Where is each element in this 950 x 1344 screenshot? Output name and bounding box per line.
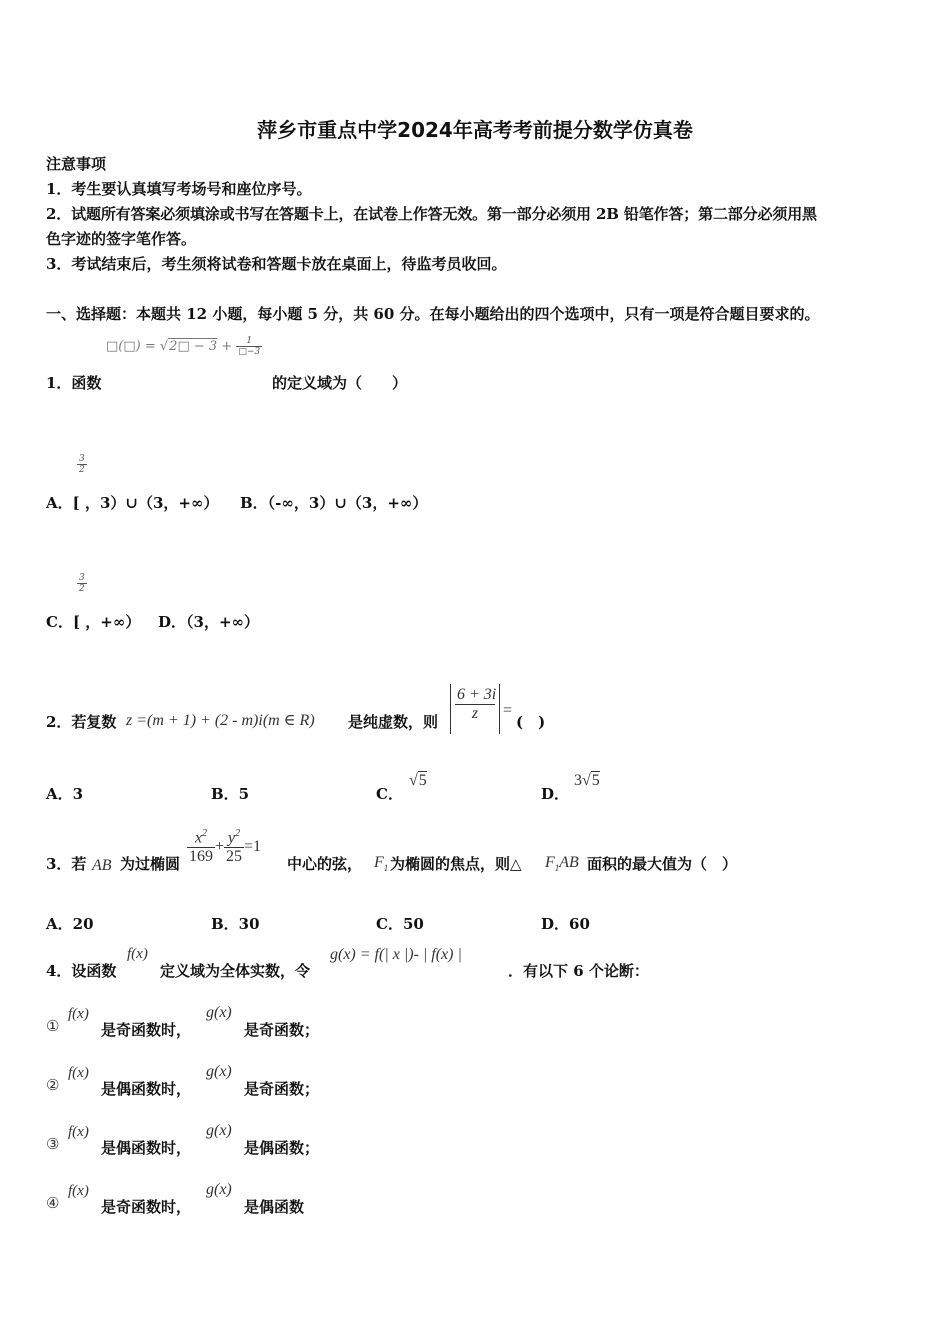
q1-frac-c: $\frac{3}{2}$ (79, 573, 85, 594)
q2-mid: 是纯虚数，则 (348, 713, 439, 731)
q4-tail: ．有以下 6 个论断： (508, 962, 649, 980)
notice-heading: 注意事项 (46, 155, 107, 173)
q2-option-d-label: D． (541, 785, 570, 803)
q3-ellipse: $\frac{x^2}{169}$ + $\frac{y^2}{25}$ =1 (189, 828, 262, 866)
q1-formula-radicand: 2□ − 3 (169, 339, 218, 354)
q4-statement-1-mark: ① (46, 1019, 60, 1035)
q4-statement-4-gx: g(x) (206, 1181, 232, 1198)
q3-ab: AB (92, 857, 112, 874)
q4-statement-2-b: 是奇函数； (244, 1080, 320, 1098)
notice-item-2-cont: 色字迹的签字笔作答。 (46, 230, 197, 248)
q4-statement-1-a: 是奇函数时， (101, 1021, 192, 1039)
q1-formula-num: 1 (236, 336, 262, 347)
q2-option-a: A．3 (46, 785, 84, 803)
q3-mid2: 中心的弦， (287, 855, 363, 873)
notice-item-1: 1．考生要认真填写考场号和座位序号。 (46, 180, 312, 198)
q4-statement-3-a: 是偶函数时， (101, 1139, 192, 1157)
notice-item-2: 2．试题所有答案必须填涂或书写在答题卡上，在试卷上作答无效。第一部分必须用 2B 铅笔作答；第二部分必须用黑 (46, 205, 817, 223)
q1-formula: □(□) = √2□ − 3 + $\frac{1}{□-3}$ (106, 336, 261, 357)
q4-statement-1-b: 是奇函数； (244, 1021, 320, 1039)
q4-statement-1-gx: g(x) (206, 1004, 232, 1021)
q4-g-definition: g(x) = f(| x |)- | f(x) | (330, 946, 462, 963)
q1-frac-a: $\frac{3}{2}$ (79, 454, 85, 475)
q4-statement-3-b: 是偶函数； (244, 1139, 320, 1157)
q4-statement-3-fx: f(x) (68, 1124, 89, 1140)
q1-option-a: A．[ ，3）∪（3，+∞） (46, 494, 219, 512)
q2-tail: ( ) (516, 713, 546, 731)
q3-option-a: A．20 (46, 915, 94, 933)
q1-formula-den: □−3 (238, 347, 261, 357)
q3-option-d: D．60 (541, 915, 590, 933)
q4-statement-4-a: 是奇函数时， (101, 1198, 192, 1216)
q4-statement-2-a: 是偶函数时， (101, 1080, 192, 1098)
q3-label: 3．若 (46, 855, 87, 873)
q2-option-b: B．5 (211, 785, 250, 803)
q3-option-c: C．50 (376, 915, 424, 933)
q2-option-d-value: 3√5 (574, 772, 600, 789)
q2-frac: $\frac{6 + 3i}{z}$ (457, 686, 497, 722)
q2-label: 2．若复数 (46, 713, 117, 731)
q4-statement-4-mark: ④ (46, 1196, 60, 1212)
q3-triangle: $F_1AB$ (545, 854, 579, 874)
q3-mid3: 为椭圆的焦点，则△ (390, 855, 522, 873)
q4-statement-2-gx: g(x) (206, 1063, 232, 1080)
q4-statement-3-mark: ③ (46, 1137, 60, 1153)
q1-tail: 的定义域为（ ） (272, 374, 408, 392)
q3-f1: $F_1$ (374, 854, 389, 874)
q1-option-b: B．（-∞，3）∪（3，+∞） (240, 494, 428, 512)
q2-z-expression: z =(m + 1) + (2 - m)i(m ∈ R) (126, 712, 315, 729)
page-title: 萍乡市重点中学2024年高考考前提分数学仿真卷 (257, 118, 693, 142)
q3-option-b: B．30 (211, 915, 260, 933)
q4-statement-4-b: 是偶函数 (244, 1198, 305, 1216)
q1-formula-lhs: □(□) = (106, 339, 160, 354)
q1-label: 1．函数 (46, 374, 102, 392)
q1-formula-plus: + (217, 339, 237, 354)
q4-statement-2-fx: f(x) (68, 1065, 89, 1081)
q2-option-c-value: √5 (409, 772, 427, 789)
q4-fx: f(x) (127, 946, 148, 962)
q4-statement-2-mark: ② (46, 1078, 60, 1094)
q4-statement-1-fx: f(x) (68, 1006, 89, 1022)
q3-mid1: 为过椭圆 (120, 855, 181, 873)
q4-label: 4．设函数 (46, 962, 117, 980)
q2-option-c-label: C． (376, 785, 403, 803)
q4-mid: 定义域为全体实数，令 (160, 962, 311, 980)
q4-statement-4-fx: f(x) (68, 1183, 89, 1199)
notice-item-3: 3．考试结束后，考生须将试卷和答题卡放在桌面上，待监考员收回。 (46, 255, 507, 273)
q2-equals: = (503, 702, 513, 719)
q1-option-d: D．（3，+∞） (158, 613, 260, 631)
q3-tail: 面积的最大值为（ ） (587, 855, 738, 873)
section-heading: 一、选择题：本题共 12 小题，每小题 5 分，共 60 分。在每小题给出的四个选项中，只有一项是符合题目要求的。 (46, 305, 820, 323)
q1-option-c: C．[ ，+∞） (46, 613, 141, 631)
q4-statement-3-gx: g(x) (206, 1122, 232, 1139)
